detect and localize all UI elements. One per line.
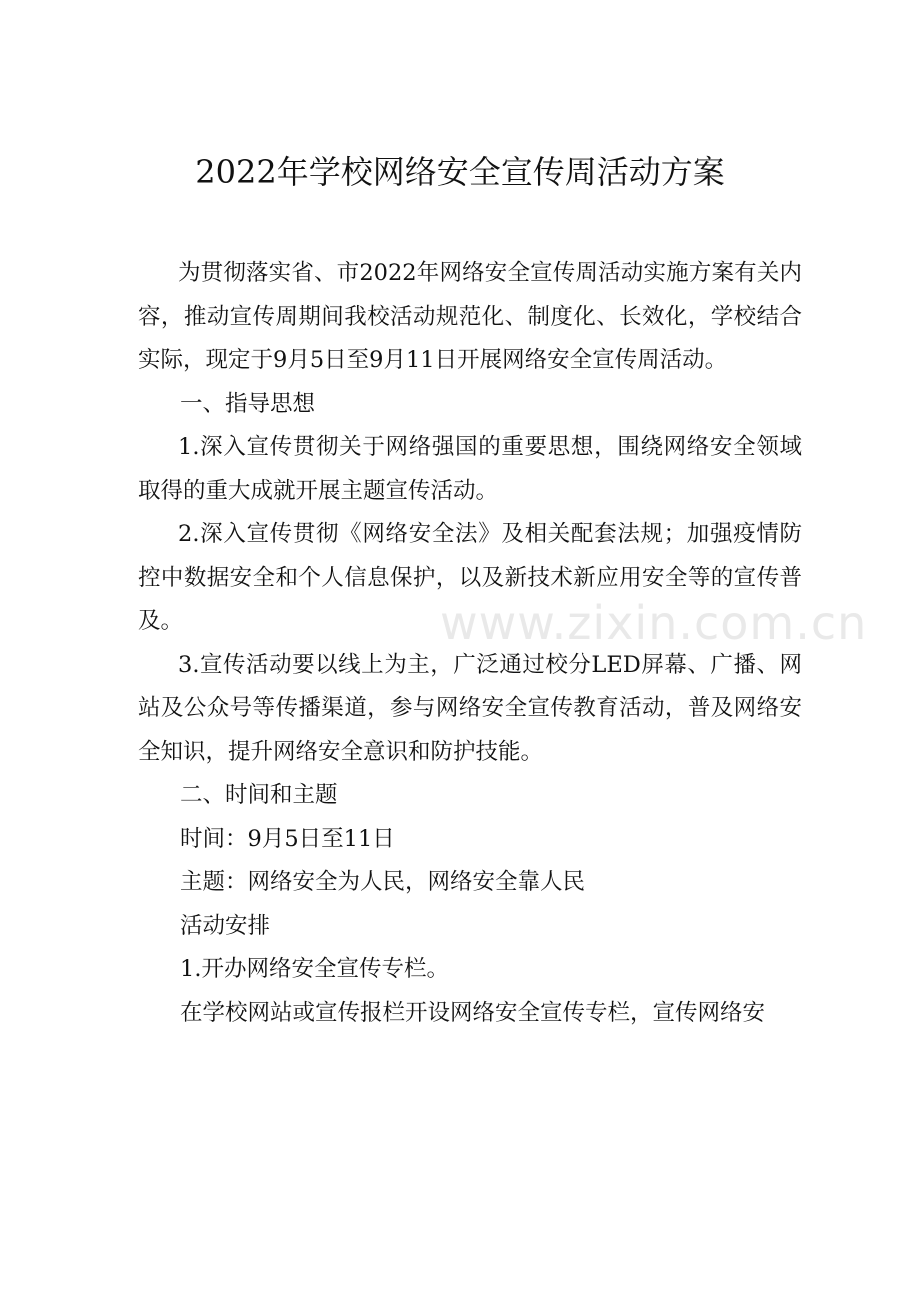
activity-item-1: 1.开办网络安全宣传专栏。 bbox=[180, 956, 449, 982]
watermark: www.zixin.com.cn bbox=[440, 596, 868, 650]
page-title: 2022年学校网络安全宣传周活动方案 bbox=[195, 153, 725, 191]
guideline-item-1: 1.深入宣传贯彻关于网络强国的重要思想，围绕网络安全领域取得的重大成就开展主题宣传活动。 bbox=[138, 434, 802, 504]
intro-paragraph: 为贯彻落实省、市2022年网络安全宣传周活动实施方案有关内容，推动宣传周期间我校活动规范化、制度化、长效化，学校结合实际，现定于9月5日至9月11日开展网络安全宣传周活动。 bbox=[138, 260, 802, 373]
guideline-item-3: 3.宣传活动要以线上为主，广泛通过校分LED屏幕、广播、网站及公众号等传播渠道，参与网络安全宣传教育活动，普及网络安全知识，提升网络安全意识和防护技能。 bbox=[138, 651, 802, 765]
theme-line: 主题：网络安全为人民，网络安全靠人民 bbox=[180, 869, 586, 895]
section-heading-time-theme: 二、时间和主题 bbox=[180, 782, 338, 808]
guideline-item-2: 2.深入宣传贯彻《网络安全法》及相关配套法规；加强疫情防控中数据安全和个人信息保护，以及新技术新应用安全等的宣传普及。 bbox=[138, 521, 802, 634]
section-heading-guiding-ideology: 一、指导思想 bbox=[180, 390, 316, 417]
time-line: 时间：9月5日至11日 bbox=[180, 825, 395, 852]
activity-item-1-detail: 在学校网站或宣传报栏开设网络安全宣传专栏，宣传网络安 bbox=[180, 999, 766, 1026]
document-body bbox=[138, 252, 802, 1035]
activity-arrangement-heading: 活动安排 bbox=[180, 912, 271, 939]
